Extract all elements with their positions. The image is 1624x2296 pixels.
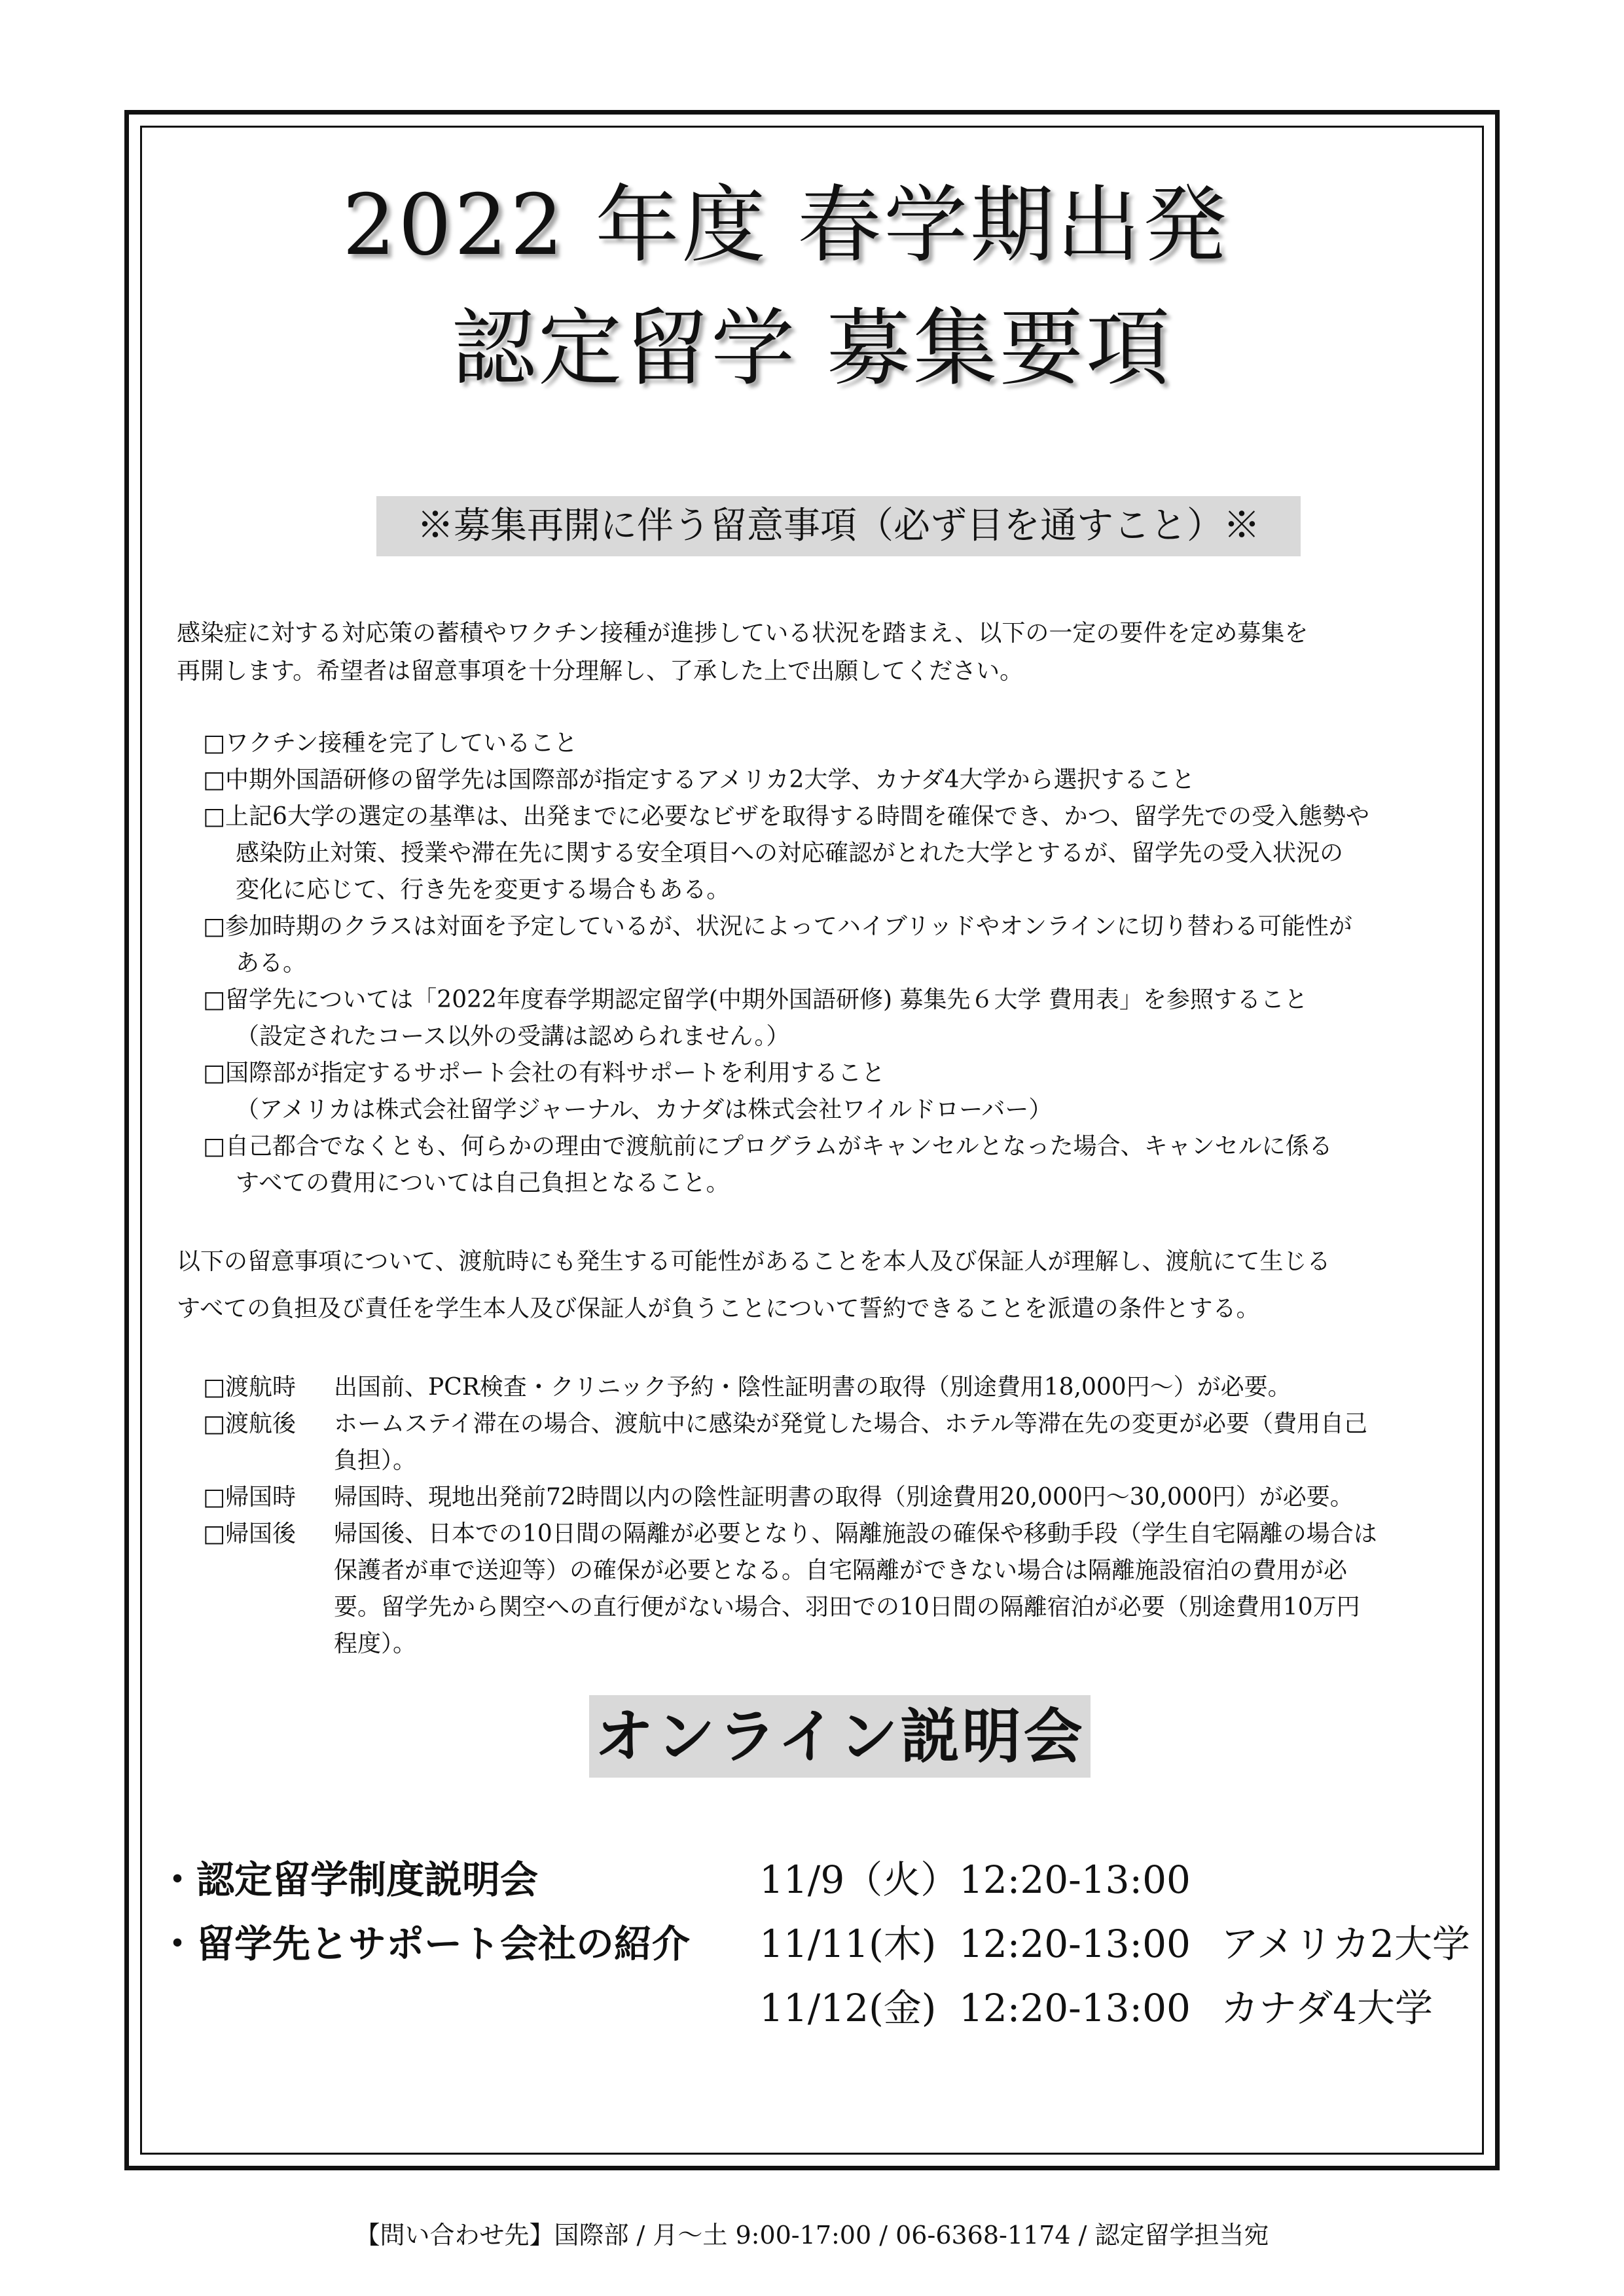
session-3-date: 11/12(金) — [759, 1986, 937, 2030]
session-2-time: 12:20-13:00 — [959, 1922, 1191, 1966]
page-title-line1: 2022 年度 春学期出発 — [342, 177, 1230, 274]
intro-line2: 再開します。希望者は留意事項を十分理解し、了承した上で出願してください。 — [177, 658, 1024, 685]
online-session-heading: オンライン説明会 — [589, 1695, 1091, 1778]
notice-banner: ※募集再開に伴う留意事項（必ず目を通すこと）※ — [376, 496, 1301, 556]
session-1-name: ・認定留学制度説明会 — [158, 1857, 539, 1902]
condition-label: □渡航時 — [203, 1374, 297, 1401]
requirement-7-cont: すべての費用については自己負担となること。 — [236, 1170, 730, 1196]
requirement-3-cont: 変化に応じて、行き先を変更する場合もある。 — [236, 876, 731, 903]
session-3-target: カナダ4大学 — [1221, 1986, 1434, 2030]
conditions-intro-line1: 以下の留意事項について、渡航時にも発生する可能性があることを本人及び保証人が理解し、渡航にて生じる — [177, 1248, 1331, 1275]
requirement-7: □自己都合でなくとも、何らかの理由で渡航前にプログラムがキャンセルとなった場合、キャンセルに係る — [203, 1133, 1333, 1160]
requirement-6: □国際部が指定するサポート会社の有料サポートを利用すること — [203, 1060, 886, 1086]
requirement-3: □上記6大学の選定の基準は、出発までに必要なビザを取得する時間を確保でき、かつ、留学先での受入態勢や — [203, 803, 1370, 830]
contact-footer: 【問い合わせ先】国際部 / 月～土 9:00-17:00 / 06-6368-1174 / 認定留学担当宛 — [355, 2221, 1269, 2250]
session-1-date: 11/9（火） — [759, 1857, 959, 1902]
requirement-2: □中期外国語研修の留学先は国際部が指定するアメリカ2大学、カナダ4大学から選択すること — [203, 766, 1195, 793]
intro-line1: 感染症に対する対応策の蓄積やワクチン接種が進捗している状況を踏まえ、以下の一定の要件を定め募集を — [177, 620, 1308, 647]
requirement-4-cont: ある。 — [236, 950, 307, 977]
session-1-time: 12:20-13:00 — [959, 1857, 1191, 1902]
requirement-4: □参加時期のクラスは対面を予定しているが、状況によってハイブリッドやオンラインに切り替わる可能性が — [203, 913, 1352, 940]
requirement-5-cont: （設定されたコース以外の受講は認められません。） — [236, 1023, 790, 1050]
condition-label: □帰国時 — [203, 1484, 297, 1511]
page-title-line2: 認定留学 募集要項 — [452, 300, 1172, 397]
requirement-5: □留学先については「2022年度春学期認定留学(中期外国語研修) 募集先６大学 費用表」を参照すること — [203, 986, 1308, 1013]
session-2-target: アメリカ2大学 — [1221, 1922, 1470, 1966]
session-2-date: 11/11(木) — [759, 1922, 937, 1966]
requirement-3-cont: 感染防止対策、授業や滞在先に関する安全項目への対応確認がとれた大学とするが、留学先の受入状況の — [236, 840, 1344, 867]
session-2-name: ・留学先とサポート会社の紹介 — [158, 1922, 691, 1966]
requirement-1: □ワクチン接種を完了していること — [203, 730, 578, 757]
requirement-6-cont: （アメリカは株式会社留学ジャーナル、カナダは株式会社ワイルドローバー） — [236, 1096, 1053, 1123]
condition-label: □帰国後 — [203, 1520, 297, 1547]
conditions-intro-line2: すべての負担及び責任を学生本人及び保証人が負うことについて誓約できることを派遣の条件とする。 — [177, 1295, 1260, 1322]
session-3-time: 12:20-13:00 — [959, 1986, 1191, 2030]
condition-label: □渡航後 — [203, 1410, 297, 1437]
